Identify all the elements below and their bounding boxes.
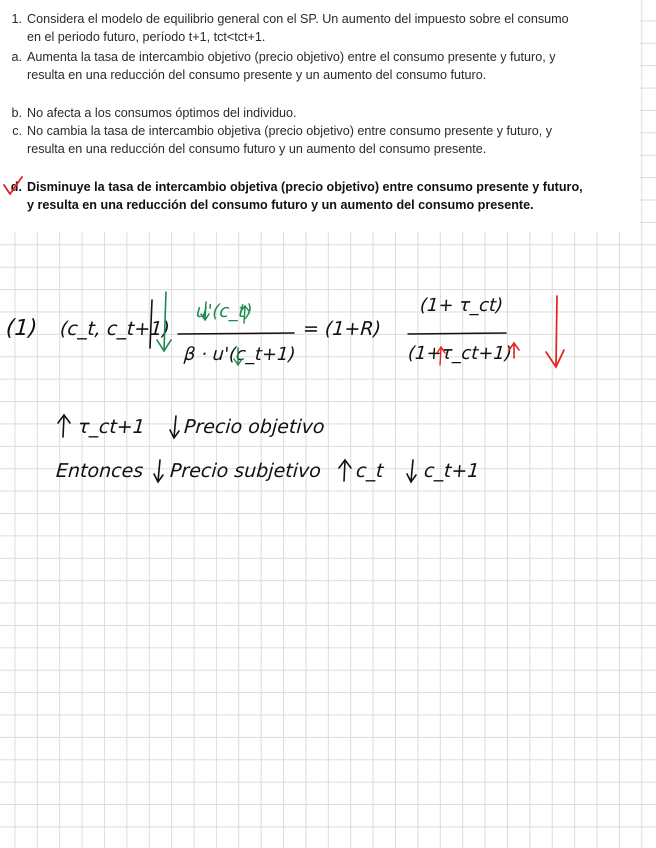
marginal-utility-numerator: u'(c_t) xyxy=(195,301,254,322)
up-arrow-icon xyxy=(339,460,351,481)
down-arrow-icon xyxy=(154,460,163,482)
option-text: Disminuye la tasa de intercambio objetiva (precio objetivo) entre consumo presente y futuro, y resulta en una reducción del consumo futuro y un aumento del consumo presente. xyxy=(27,180,583,212)
down-arrow-icon xyxy=(234,348,242,365)
fraction-bar xyxy=(408,333,506,334)
tax-denominator: (1+τ_ct+1) xyxy=(407,343,513,364)
option-text: No cambia la tasa de intercambio objetiva (precio objetivo) entre consumo presente y futuro, y resulta en una reducción del consumo futuro y un aumento del consumo presente. xyxy=(27,124,553,156)
fraction-bar xyxy=(178,333,294,334)
future-consumption: c_t+1 xyxy=(423,460,481,482)
divider-stroke xyxy=(150,300,152,348)
option-text: Aumenta la tasa de intercambio objetivo (precio objetivo) entre el consumo presente y futuro, y resulta en una reducción del consumo presente y un aumento del consumo futuro. xyxy=(27,50,556,82)
question-stem-text: Considera el modelo de equilibrio general con el SP. Un aumento del impuesto sobre el consumo en el periodo futuro, período t+1, tct<tct+1. xyxy=(27,12,569,44)
objective-price: Precio objetivo xyxy=(183,416,326,438)
consumption-pair: (c_t, c_t+1) xyxy=(59,318,171,340)
up-arrow-icon xyxy=(437,347,445,365)
down-arrow-icon xyxy=(546,296,564,367)
option-text: No afecta a los consumos óptimos del individuo. xyxy=(27,106,297,120)
option-letter: c. xyxy=(12,124,22,138)
option-letter: d. xyxy=(10,180,22,194)
down-arrow-icon xyxy=(201,302,209,320)
therefore-word: Entonces xyxy=(55,460,144,482)
option-letter: a. xyxy=(11,50,22,64)
subjective-price: Precio subjetivo xyxy=(169,460,322,482)
up-arrow-icon xyxy=(509,343,519,358)
equals-one-plus-r: = (1+R) xyxy=(302,318,382,340)
present-consumption: c_t xyxy=(355,460,385,482)
down-arrow-icon xyxy=(407,460,416,482)
option-letter: b. xyxy=(11,106,22,120)
down-arrow-icon xyxy=(157,292,171,351)
future-tax: τ_ct+1 xyxy=(77,416,146,438)
equation-label: (1) xyxy=(5,316,39,341)
marginal-utility-denominator: β · u'(c_t+1) xyxy=(183,344,297,365)
tax-numerator: (1+ τ_ct) xyxy=(419,295,504,316)
question-number: 1. xyxy=(11,12,22,26)
up-arrow-icon xyxy=(58,415,70,437)
down-arrow-icon xyxy=(170,416,179,438)
up-arrow-icon xyxy=(241,306,249,323)
